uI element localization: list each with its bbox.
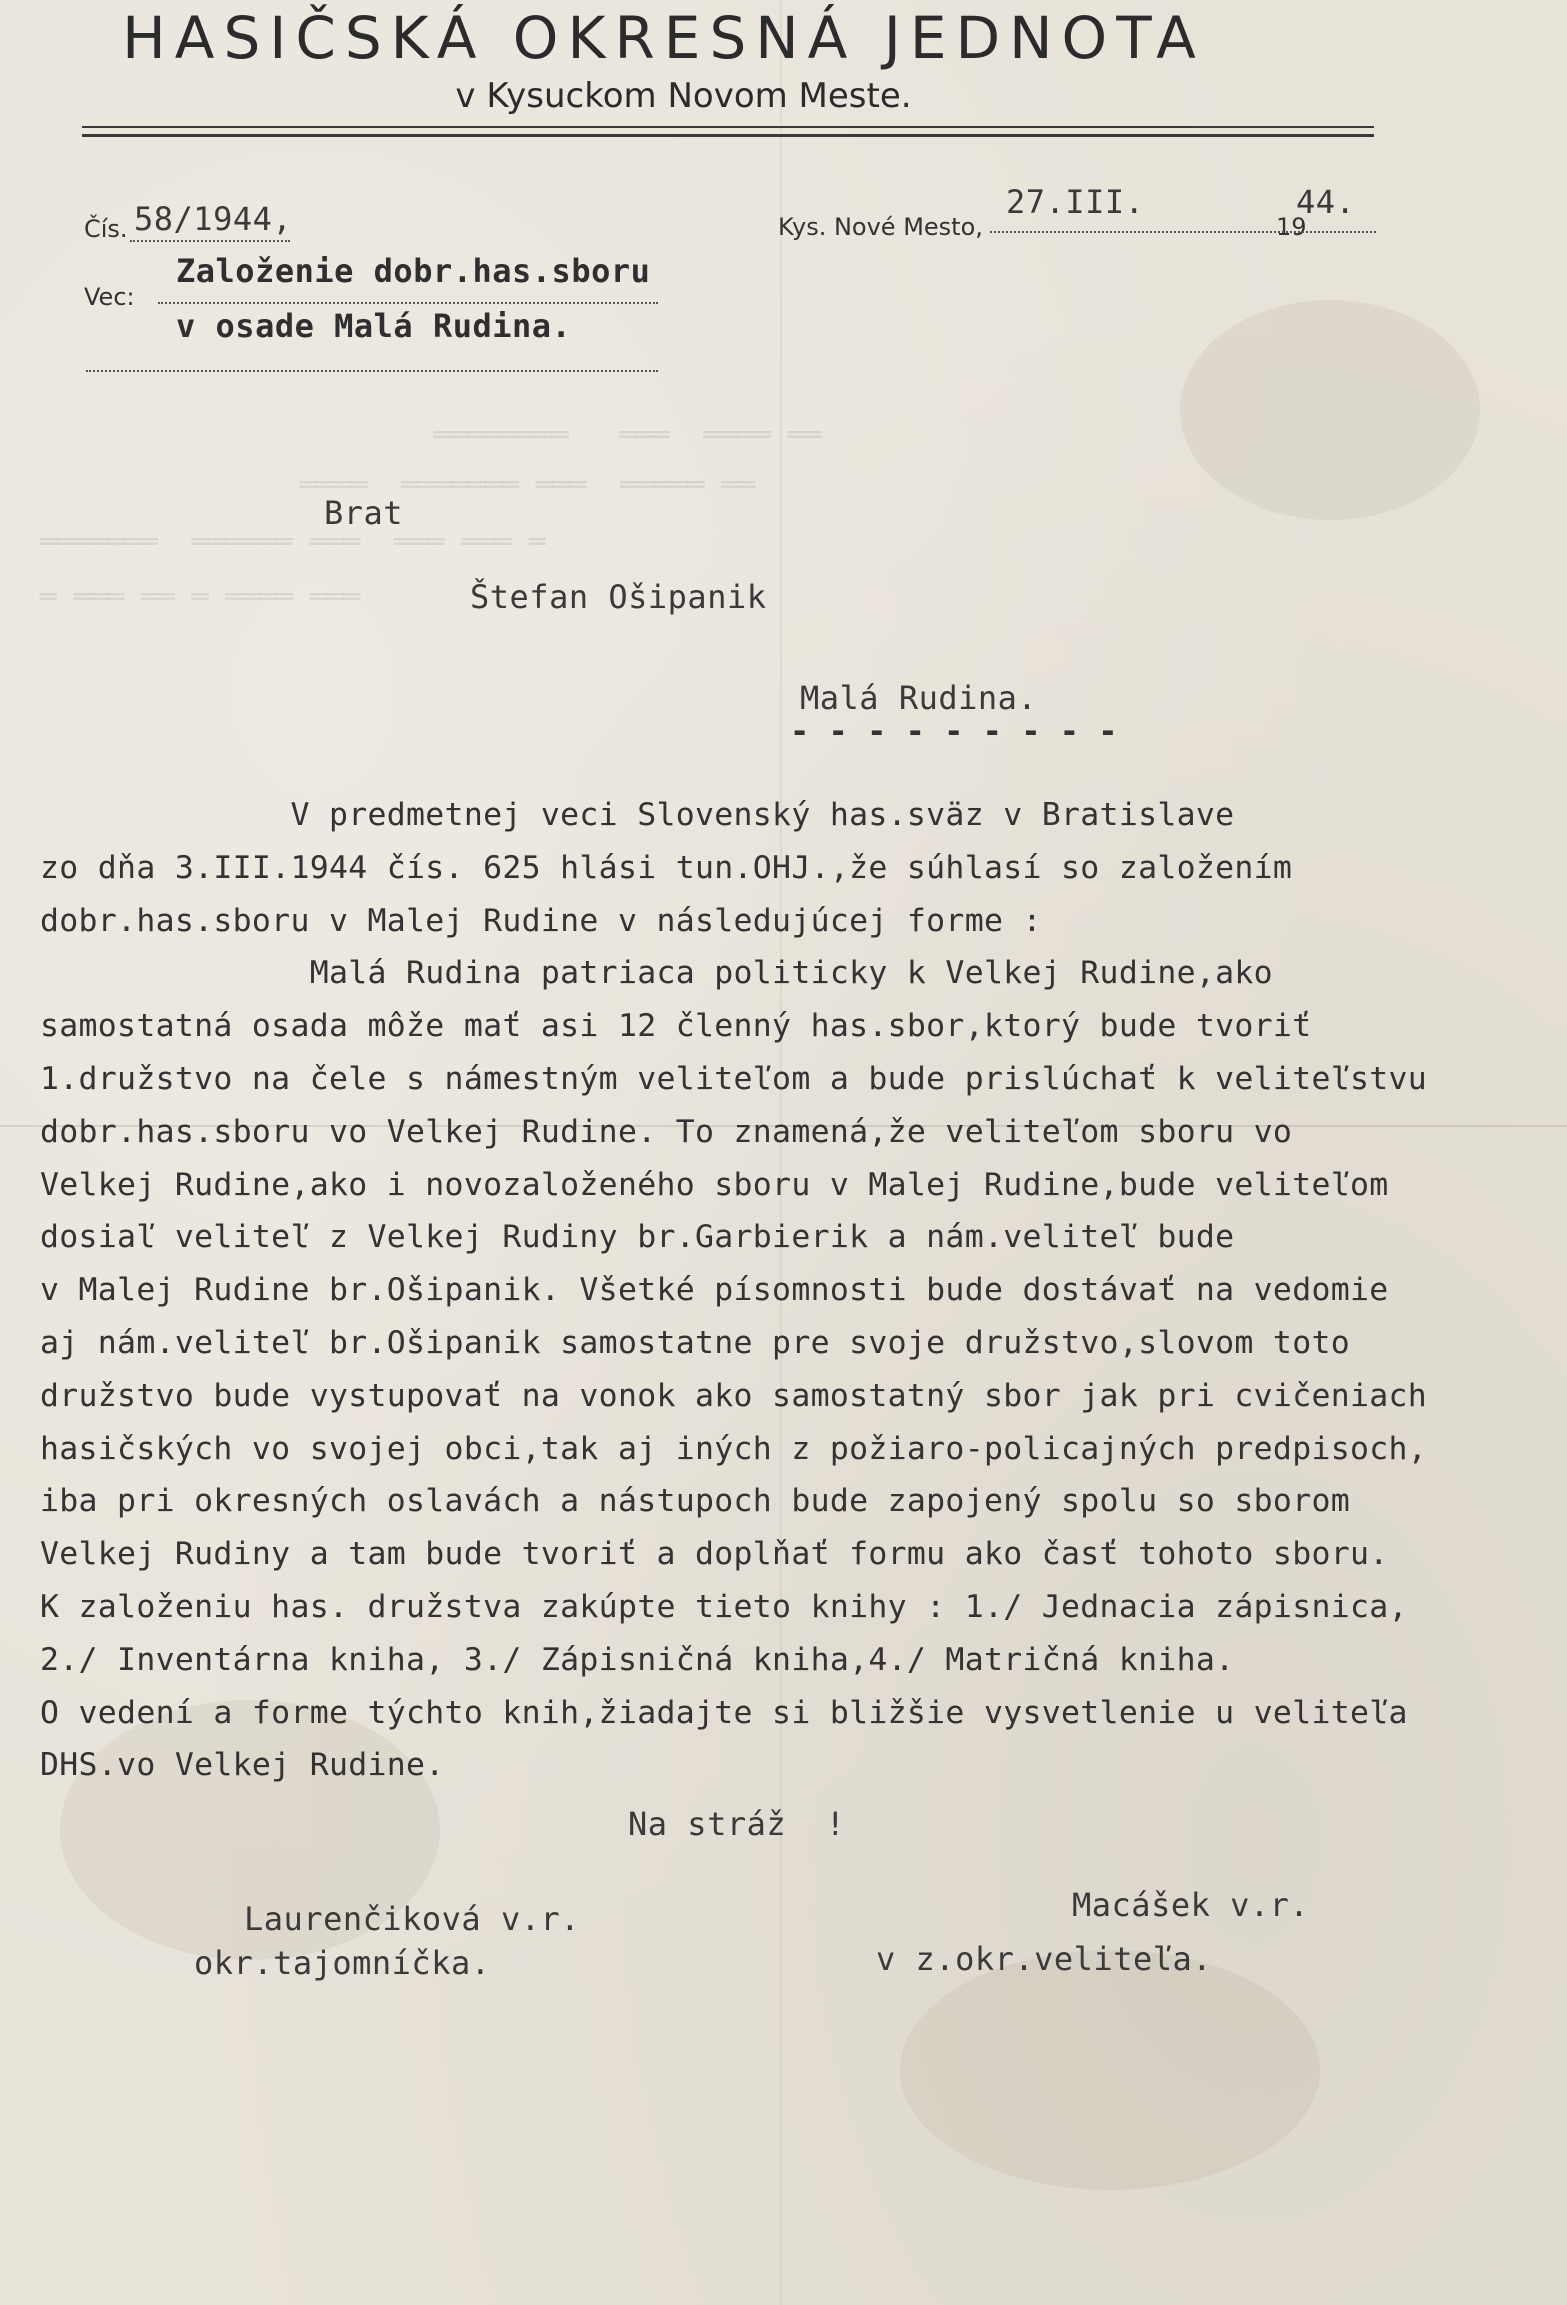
body-line: hasičských vo svojej obci,tak aj iných z požiaro-policajných predpisoch, — [40, 1430, 1428, 1467]
paper-stain — [1180, 300, 1480, 520]
recipient-name: Štefan Ošipanik — [470, 578, 767, 616]
header-rule — [82, 134, 1374, 137]
year-prefix: 19 — [1276, 213, 1307, 241]
dotted-line — [158, 302, 658, 304]
subject-line-1: Založenie dobr.has.sboru — [176, 252, 651, 290]
reference-number: 58/1944, — [134, 200, 293, 238]
body-line: aj nám.veliteľ br.Ošipanik samostatne pre svoje družstvo,slovom toto — [40, 1325, 1350, 1361]
body-line: dobr.has.sboru v Malej Rudine v následujúcej forme : — [40, 902, 1042, 939]
right-signatory-title: v z.okr.veliteľa. — [876, 1940, 1213, 1978]
body-line: dosiaľ veliteľ z Velkej Rudiny br.Garbierik a nám.veliteľ bude — [40, 1219, 1235, 1256]
paper-stain — [900, 1950, 1320, 2190]
bleed-through: ═ ═══ ══ ═ ════ ═══ — [40, 580, 361, 613]
body-line: iba pri okresných oslavách a nástupoch bude zapojený spolu so sborom — [40, 1483, 1350, 1520]
dotted-line — [86, 370, 658, 372]
header-rule — [82, 126, 1374, 128]
body-line: Velkej Rudine,ako i novozaloženého sboru v Malej Rudine,bude veliteľom — [40, 1166, 1389, 1203]
date-value: 27.III. — [1006, 183, 1145, 221]
body-line: 2./ Inventárna kniha, 3./ Zápisničná kniha,4./ Matričná kniha. — [40, 1641, 1235, 1678]
recipient-place: Malá Rudina. — [800, 679, 1038, 717]
dotted-line — [990, 231, 1376, 233]
body-line: V predmetnej veci Slovenský has.sväz v Bratislave — [40, 797, 1235, 833]
left-signatory-name: Laurenčiková v.r. — [244, 1900, 581, 1938]
subject-line-2: v osade Malá Rudina. — [176, 307, 572, 345]
place-label: Kys. Nové Mesto, — [778, 213, 983, 241]
letterhead-title: HASIČSKÁ OKRESNÁ JEDNOTA — [122, 4, 1205, 72]
dashed-underline: - - - - - - - - - — [790, 712, 1118, 750]
body-line: K založeniu has. družstva zakúpte tieto knihy : 1./ Jednacia zápisnica, — [40, 1589, 1408, 1625]
body-line: O vedení a forme týchto knih,žiadajte si bližšie vysvetlenie u veliteľa — [40, 1694, 1408, 1731]
closing-greeting: Na stráž ! — [628, 1805, 846, 1843]
bleed-through: ════ ═══════ ═══ ═════ ══ — [300, 468, 756, 501]
letterhead-subtitle: v Kysuckom Novom Meste. — [455, 76, 912, 116]
body-line: Malá Rudina patriaca politicky k Velkej Rudine,ako — [40, 955, 1273, 992]
body-line: dobr.has.sboru vo Velkej Rudine. To znamená,že veliteľom sboru vo — [40, 1113, 1293, 1150]
body-line: samostatná osada môže mať asi 12 členný has.sbor,ktorý bude tvoriť — [40, 1008, 1312, 1045]
dotted-line — [130, 240, 290, 242]
bleed-through: ════════ ═══ ════ ══ — [400, 418, 822, 451]
body-line: v Malej Rudine br.Ošipanik. Všetké písomnosti bude dostávať na vedomie — [40, 1272, 1389, 1309]
left-signatory-title: okr.tajomníčka. — [194, 1944, 491, 1982]
paper-crease — [780, 0, 782, 2305]
body-line: 1.družstvo na čele s námestným veliteľom a bude prislúchať k veliteľstvu — [40, 1061, 1428, 1097]
year-value: 44. — [1296, 183, 1356, 221]
vec-label: Vec: — [84, 283, 135, 311]
body-line: DHS.vo Velkej Rudine. — [40, 1747, 445, 1784]
body-line: zo dňa 3.III.1944 čís. 625 hlási tun.OHJ.,že súhlasí so založením — [40, 849, 1293, 886]
body-line: Velkej Rudiny a tam bude tvoriť a doplňať formu ako časť tohoto sboru. — [40, 1536, 1389, 1573]
body-line: družstvo bude vystupovať na vonok ako samostatný sbor jak pri cvičeniach — [40, 1377, 1428, 1414]
right-signatory-name: Macášek v.r. — [1072, 1886, 1310, 1924]
bleed-through: ═══════ ══════ ═══ ═══ ═══ ═ — [40, 525, 546, 558]
cis-label: Čís. — [84, 215, 128, 243]
salutation: Brat — [324, 494, 404, 532]
